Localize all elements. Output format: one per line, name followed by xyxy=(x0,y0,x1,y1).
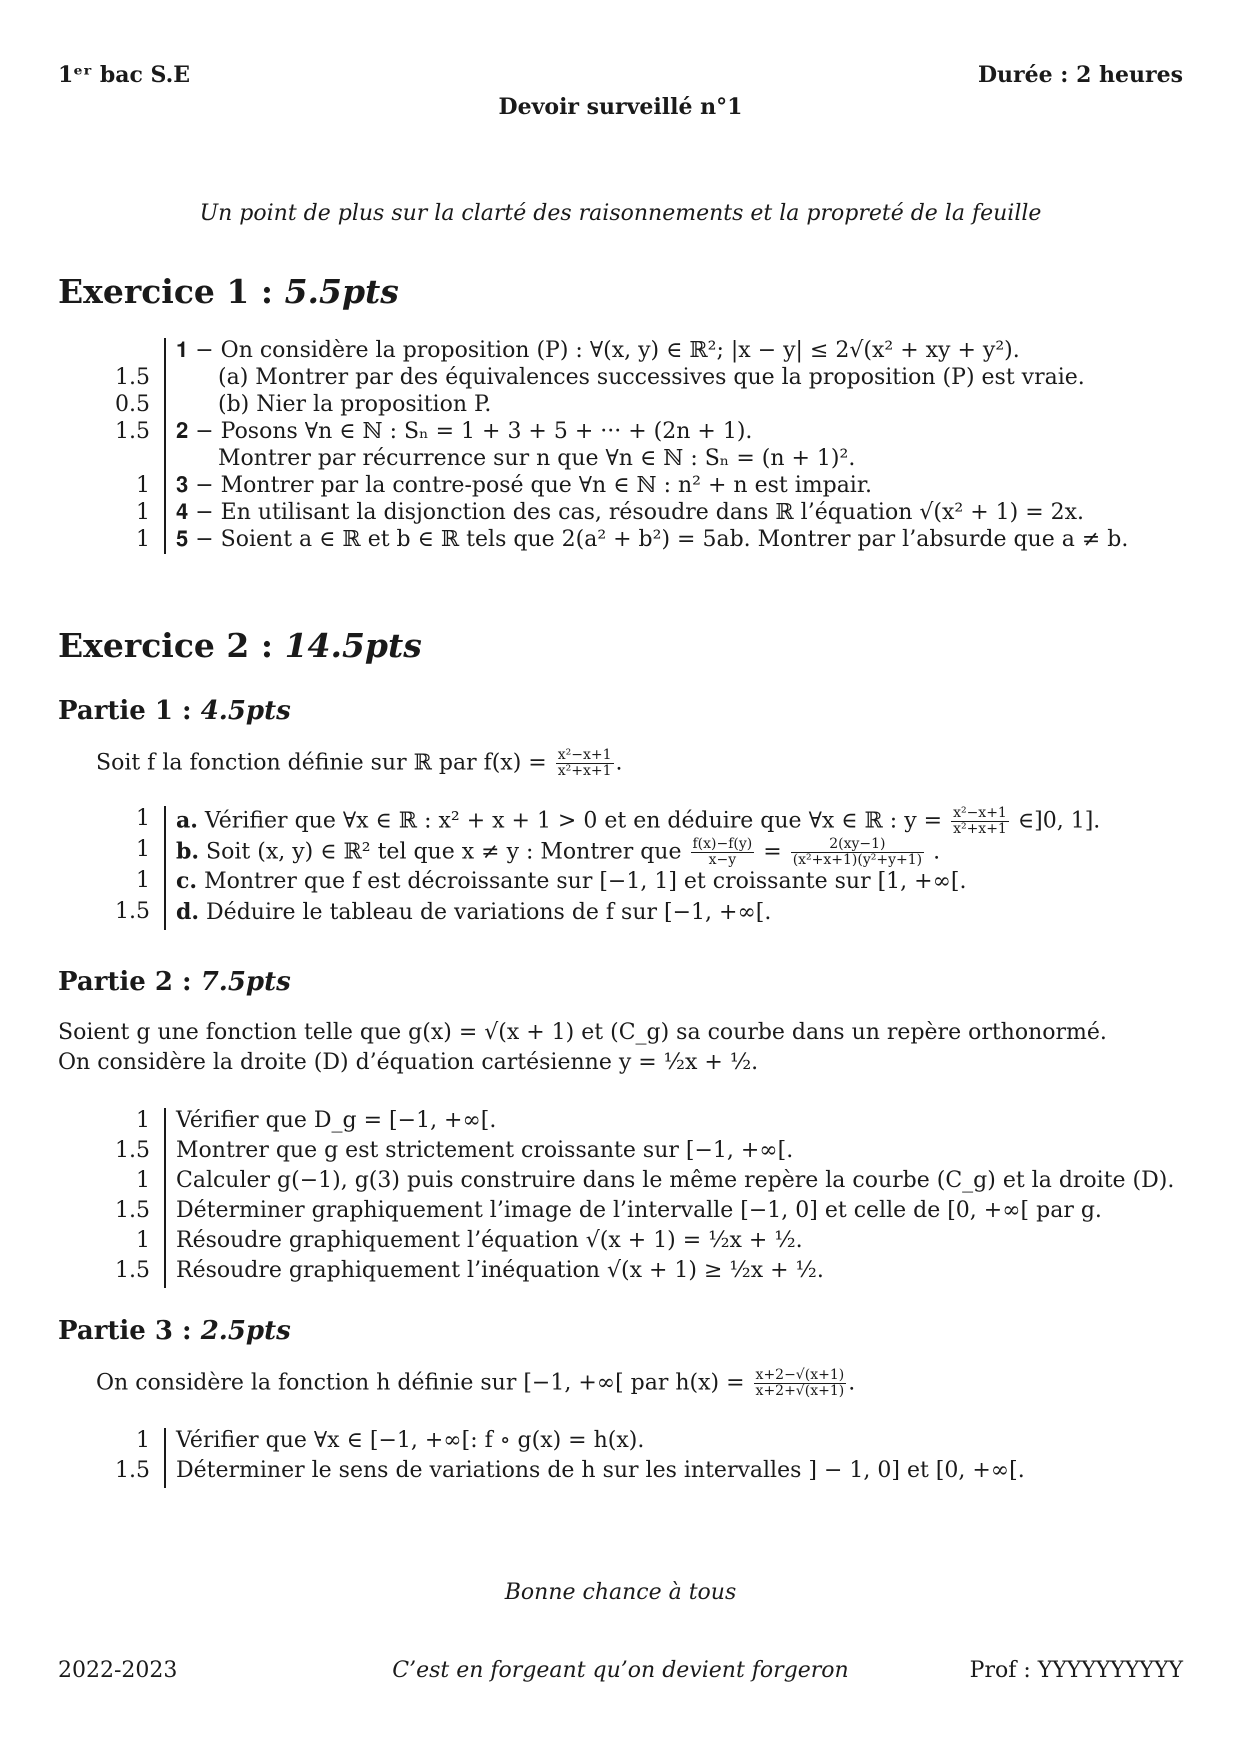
fraction-denominator: x²+x+1 xyxy=(557,763,612,779)
question-points: 0.5 xyxy=(115,392,150,417)
question-statement: 𝟑 − Montrer par la contre-posé que ∀n ∈ ℕ : n² + n est impair. xyxy=(176,473,872,498)
question-text xyxy=(218,392,491,417)
fraction-numerator: x+2−√(x+1) xyxy=(755,1367,845,1383)
exercise-1-questions xyxy=(0,338,1241,554)
fraction xyxy=(951,806,1009,837)
exercise-1-points: 5.5pts xyxy=(284,272,399,311)
instructions-note: Un point de plus sur la clarté des raisonnements et la propreté de la feuille xyxy=(199,201,1042,226)
question-text xyxy=(176,1458,1025,1483)
exercise-2-title: Exercice 2 : xyxy=(58,626,274,665)
part-2-heading xyxy=(58,967,291,997)
part-3-title: Partie 3 : xyxy=(58,1316,192,1346)
fraction-numerator: f(x)−f(y) xyxy=(692,836,753,852)
part-3-questions xyxy=(0,1428,1241,1488)
question-statement: Montrer que f est décroissante sur [−1, 1] et croissante sur [1, +∞[. xyxy=(204,869,967,894)
question-statement: Déduire le tableau de variations de f sur [−1, +∞[. xyxy=(206,900,772,925)
question-text xyxy=(176,837,940,868)
question-statement: 𝟐 − Posons ∀n ∈ ℕ : Sₙ = 1 + 3 + 5 + ··· + (2n + 1). xyxy=(176,419,753,444)
question-row xyxy=(0,419,1241,446)
question-row xyxy=(0,446,1241,473)
question-row xyxy=(0,473,1241,500)
question-points: 1.5 xyxy=(115,899,150,924)
question-statement: Déterminer le sens de variations de h sur les intervalles ] − 1, 0] et [0, +∞[. xyxy=(176,1458,1025,1483)
fraction-numerator: 2(xy−1) xyxy=(791,837,924,853)
question-label: b. xyxy=(176,838,200,865)
question-statement: Résoudre graphiquement l’équation √(x + 1) = ½x + ½. xyxy=(176,1228,803,1253)
good-luck-text: Bonne chance à tous xyxy=(504,1580,737,1605)
question-statement: Montrer que g est strictement croissante sur [−1, +∞[. xyxy=(176,1138,794,1163)
question-points: 1.5 xyxy=(115,1138,150,1163)
part-1-points: 4.5pts xyxy=(200,696,291,726)
fraction xyxy=(691,837,755,868)
part-3-points: 2.5pts xyxy=(200,1316,291,1346)
question-statement: 𝟓 − Soient a ∈ ℝ et b ∈ ℝ tels que 2(a² + b²) = 5ab. Montrer par l’absurde que a ≠ b. xyxy=(176,527,1129,552)
question-text xyxy=(176,1258,824,1283)
question-row xyxy=(0,1168,1241,1198)
fraction-numerator: x²−x+1 xyxy=(557,747,612,763)
question-text xyxy=(176,1228,803,1253)
question-row xyxy=(0,868,1241,899)
footer-quote: C’est en forgeant qu’on devient forgeron xyxy=(392,1658,849,1683)
part-3-intro: On considère la fonction h définie sur [−1, +∞[ par h(x) = $\frac{x+2-√(x+1)}{x+2+√(x+1)}$ . xyxy=(96,1367,856,1399)
question-points: 1 xyxy=(136,1428,150,1453)
exercise-1-title: Exercice 1 : xyxy=(58,272,274,311)
question-label: c. xyxy=(176,868,198,894)
question-text xyxy=(176,1168,1174,1193)
question-row xyxy=(0,527,1241,554)
question-row xyxy=(0,392,1241,419)
question-statement: 𝟏 − On considère la proposition (P) : ∀(x, y) ∈ ℝ²; |x − y| ≤ 2√(x² + xy + y²). xyxy=(176,338,1020,363)
question-row xyxy=(0,1428,1241,1458)
question-row xyxy=(0,1228,1241,1258)
question-text xyxy=(176,1198,1102,1223)
question-row xyxy=(0,338,1241,365)
question-label: a. xyxy=(176,807,198,834)
exercise-2-heading xyxy=(58,626,422,665)
question-points: 1 xyxy=(136,1168,150,1193)
question-row xyxy=(0,806,1241,837)
part-2-questions xyxy=(0,1108,1241,1288)
teacher-name: Prof : YYYYYYYYYY xyxy=(969,1658,1183,1683)
question-points: 1 xyxy=(136,806,150,831)
question-points: 1.5 xyxy=(115,419,150,444)
part-1-intro-fraction xyxy=(556,748,614,779)
question-text xyxy=(176,1108,496,1133)
part-1-title: Partie 1 : xyxy=(58,696,192,726)
fraction-denominator: (x²+x+1)(y²+y+1) xyxy=(792,852,923,868)
question-statement: Résoudre graphiquement l’inéquation √(x + 1) ≥ ½x + ½. xyxy=(176,1258,824,1283)
school-year: 2022-2023 xyxy=(58,1658,178,1683)
question-row xyxy=(0,500,1241,527)
part-1-questions xyxy=(0,806,1241,930)
question-row xyxy=(0,1138,1241,1168)
question-label: d. xyxy=(176,899,200,925)
question-text xyxy=(176,806,1100,837)
question-row xyxy=(0,1458,1241,1488)
fraction-numerator: x²−x+1 xyxy=(953,805,1007,821)
question-text xyxy=(176,338,1020,363)
question-statement: 𝟒 − En utilisant la disjonction des cas, résoudre dans ℝ l’équation √(x² + 1) = 2x. xyxy=(176,500,1085,525)
part-3-heading xyxy=(58,1316,291,1346)
question-text xyxy=(176,1138,793,1163)
question-text xyxy=(176,1428,644,1453)
question-row xyxy=(0,365,1241,392)
question-text xyxy=(176,899,771,925)
part-3-intro-text: On considère la fonction h définie sur [−1, +∞[ par h(x) = xyxy=(96,1370,745,1396)
page-title: Devoir surveillé n°1 xyxy=(498,94,743,120)
question-points: 1 xyxy=(136,1108,150,1133)
question-tail: ∈]0, 1]. xyxy=(1017,808,1101,834)
question-text xyxy=(176,419,752,444)
question-statement: Déterminer graphiquement l’image de l’intervalle [−1, 0] et celle de [0, +∞[ par g. xyxy=(176,1198,1102,1223)
part-2-intro-line-2: On considère la droite (D) d’équation cartésienne y = ½x + ½. xyxy=(58,1050,759,1075)
question-text xyxy=(176,473,872,498)
exercise-1-heading xyxy=(58,272,399,311)
question-points: 1 xyxy=(136,473,150,498)
question-statement: Vérifier que D_g = [−1, +∞[. xyxy=(176,1108,497,1133)
part-2-title: Partie 2 : xyxy=(58,967,192,997)
question-text xyxy=(218,446,855,471)
question-points: 1.5 xyxy=(115,1458,150,1483)
question-points: 1 xyxy=(136,527,150,552)
question-tail: . xyxy=(933,839,941,865)
question-statement: Vérifier que ∀x ∈ ℝ : x² + x + 1 > 0 et en déduire que ∀x ∈ ℝ : y = xyxy=(204,808,943,834)
question-statement: Soit (x, y) ∈ ℝ² tel que x ≠ y : Montrer que xyxy=(206,839,682,865)
question-row xyxy=(0,1108,1241,1138)
fraction-denominator: x+2+√(x+1) xyxy=(755,1383,845,1399)
question-text xyxy=(176,500,1084,525)
question-points: 1 xyxy=(136,868,150,893)
question-text xyxy=(218,365,1085,390)
class-label: 1ᵉʳ bac S.E xyxy=(58,62,191,88)
question-row xyxy=(0,837,1241,868)
question-points: 1 xyxy=(136,500,150,525)
question-row xyxy=(0,899,1241,930)
question-statement: (a) Montrer par des équivalences successives que la proposition (P) est vraie. xyxy=(218,365,1085,390)
part-2-intro-line-1: Soient g une fonction telle que g(x) = √(x + 1) et (C_g) sa courbe dans un repère orthonormé. xyxy=(58,1020,1107,1045)
question-points: 1.5 xyxy=(115,1198,150,1223)
question-text xyxy=(176,527,1128,552)
part-3-intro-fraction xyxy=(754,1368,847,1399)
duration: Durée : 2 heures xyxy=(977,62,1183,88)
question-points: 1 xyxy=(136,837,150,862)
part-1-intro: Soit f la fonction définie sur ℝ par f(x) = $\frac{\text{x²−x+1}}{\text{x²+x+1}}$ . xyxy=(96,747,623,779)
question-statement: Calculer g(−1), g(3) puis construire dans le même repère la courbe (C_g) et la droite (D). xyxy=(176,1168,1175,1193)
question-statement: Montrer par récurrence sur n que ∀n ∈ ℕ : Sₙ = (n + 1)². xyxy=(218,446,856,471)
exercise-2-points: 14.5pts xyxy=(284,626,422,665)
question-text xyxy=(176,868,966,894)
fraction-denominator: x−y xyxy=(708,852,737,868)
question-row xyxy=(0,1198,1241,1228)
question-statement: (b) Nier la proposition P. xyxy=(218,392,492,417)
question-row xyxy=(0,1258,1241,1288)
part-1-heading xyxy=(58,696,291,726)
fraction xyxy=(791,837,924,868)
fraction-denominator: x²+x+1 xyxy=(953,821,1007,837)
part-1-intro-text: Soit f la fonction définie sur ℝ par f(x) = xyxy=(96,750,547,776)
question-statement: Vérifier que ∀x ∈ [−1, +∞[: f ∘ g(x) = h(x). xyxy=(176,1428,645,1453)
question-points: 1 xyxy=(136,1228,150,1253)
question-points: 1.5 xyxy=(115,1258,150,1283)
question-points: 1.5 xyxy=(115,365,150,390)
equals-sign: = xyxy=(763,839,782,865)
part-2-points: 7.5pts xyxy=(200,967,291,997)
